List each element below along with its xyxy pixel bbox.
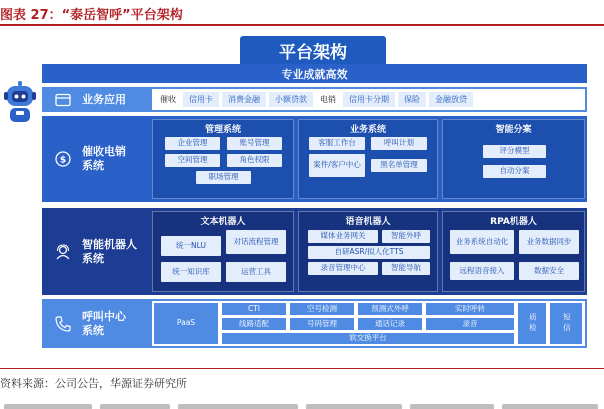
panel-item: 媒体业务网关 [308, 230, 378, 243]
panel-item: 企业管理 [165, 137, 220, 150]
collection-sales-label [42, 116, 152, 202]
row-title: 业务应用 [82, 92, 126, 106]
window-icon [54, 91, 72, 109]
phone-icon [54, 315, 72, 333]
title-divider [0, 24, 604, 26]
panel-item: 案件/客户中心 [309, 154, 365, 177]
business-system-panel [298, 119, 438, 199]
panel-item: 远程语音接入 [450, 262, 514, 280]
call-center-modules [152, 301, 585, 346]
voice-robot-panel [298, 211, 438, 292]
footer-divider [0, 368, 604, 369]
panel-item: 智能外呼 [382, 230, 430, 243]
collection-sales-row [42, 116, 587, 202]
panel-item: 数据安全 [519, 262, 579, 280]
panel-item: 自研ASR/拟人化TTS [308, 246, 430, 259]
predictive-dialing-module: 预测式外呼 [358, 303, 422, 315]
panel-title: RPA机器人 [490, 217, 537, 227]
panel-item: 统一NLU [161, 236, 221, 256]
panel-item: 职场管理 [196, 171, 251, 184]
recording-module: 录音 [426, 318, 514, 330]
coin-cycle-icon [54, 150, 72, 168]
panel-title: 文本机器人 [200, 217, 246, 227]
business-item: 小额贷款 [269, 92, 313, 107]
panel-item: 自动分案 [483, 165, 546, 178]
sms-module: 短信 [550, 303, 582, 344]
business-item: 信用卡 [183, 92, 219, 107]
panel-item: 业务数据同步 [519, 230, 579, 254]
business-items [152, 89, 585, 110]
subtitle-bar: 专业成就高效 [42, 64, 587, 83]
number-management-module: 号码管理 [290, 318, 354, 330]
svg-text:$: $ [59, 155, 67, 166]
management-system-panel [152, 119, 294, 199]
call-center-row [42, 299, 587, 348]
paas-module: PaaS [154, 303, 218, 344]
realtime-transfer-module: 实时呼转 [426, 303, 514, 315]
panel-title: 语音机器人 [345, 217, 391, 227]
panel-title: 管理系统 [204, 125, 241, 135]
row-title-line1: 呼叫中心 [82, 309, 126, 323]
rpa-robot-panel [442, 211, 585, 292]
business-application-label [42, 87, 152, 112]
softswitch-platform-module: 软交换平台 [222, 333, 514, 344]
business-application-row [42, 87, 587, 112]
line-adapt-module: 线路适配 [222, 318, 286, 330]
robot-mascot-icon [4, 80, 36, 126]
panel-item: 录音管理中心 [308, 262, 378, 275]
business-item: 消费金融 [222, 92, 266, 107]
panel-item: 对话流程管理 [226, 230, 286, 254]
smart-robot-row [42, 208, 587, 295]
panel-item: 业务系统自动化 [450, 230, 514, 254]
panel-item: 空间管理 [165, 154, 220, 167]
business-item: 信用卡分期 [343, 92, 395, 107]
panel-item: 账号管理 [227, 137, 282, 150]
cti-module: CTI [222, 303, 286, 315]
row-title-line2: 系统 [82, 251, 104, 265]
source-note: 资料来源：公司公告，华源证券研究所 [0, 377, 187, 390]
cropped-text-line [0, 396, 604, 409]
quality-check-module: 质检 [518, 303, 546, 344]
panel-item: 客服工作台 [309, 137, 365, 150]
row-title-line2: 系统 [82, 159, 104, 172]
text-robot-panel [152, 211, 294, 292]
panel-item: 运营工具 [226, 262, 286, 282]
panel-item: 统一知识库 [161, 262, 221, 282]
call-records-module: 通话记录 [358, 318, 422, 330]
panel-item: 评分模型 [483, 145, 546, 158]
smart-allocation-panel [442, 119, 585, 199]
panel-item: 呼叫计划 [371, 137, 427, 150]
business-category: 催收 [160, 95, 176, 104]
row-title-line2: 系统 [82, 323, 104, 337]
call-center-label [42, 299, 152, 348]
headset-user-icon [54, 243, 72, 261]
business-item: 保险 [398, 92, 426, 107]
business-item: 金融放贷 [429, 92, 473, 107]
empty-number-check-module: 空号检测 [290, 303, 354, 315]
panel-title: 业务系统 [349, 125, 386, 135]
panel-item: 角色权限 [227, 154, 282, 167]
panel-item: 黑名单管理 [371, 159, 427, 172]
row-title-line1: 催收电销 [82, 145, 126, 159]
main-title: 平台架构 [240, 36, 386, 64]
business-category: 电销 [320, 95, 336, 104]
panel-item: 智能导航 [382, 262, 430, 275]
row-title-line1: 智能机器人 [82, 237, 137, 251]
panel-title: 智能分案 [495, 125, 532, 135]
figure-title: 图表 27：“泰岳智呼”平台架构 [0, 8, 183, 23]
smart-robot-label [42, 208, 152, 295]
